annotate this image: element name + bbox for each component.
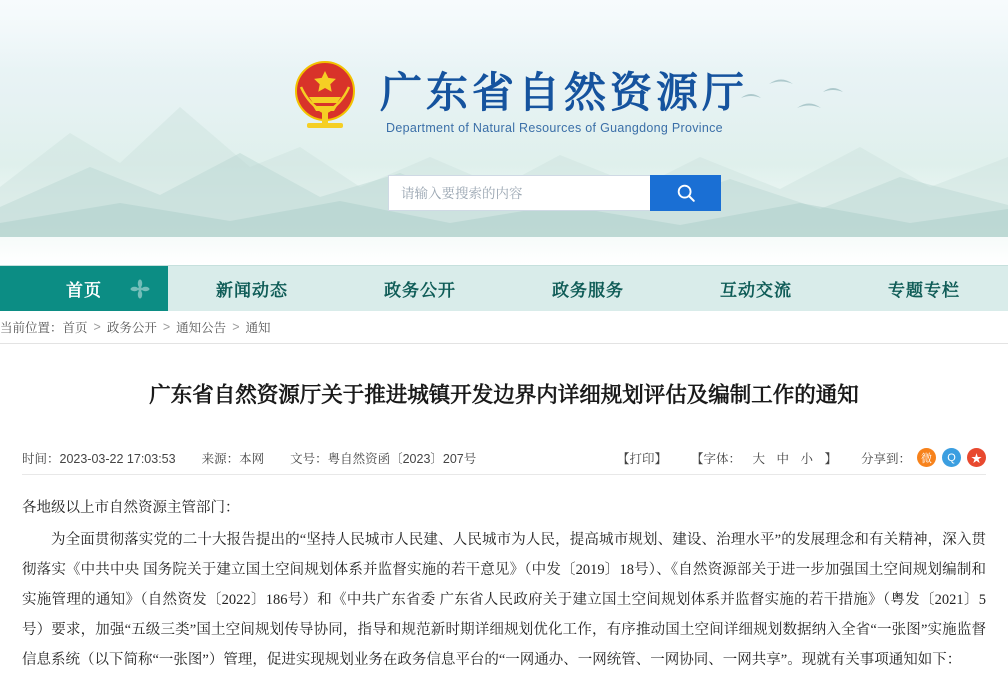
font-size-large[interactable]: 大 (752, 451, 765, 466)
print-button[interactable]: 【打印】 (616, 451, 667, 466)
search-icon (675, 182, 697, 204)
weibo-share-icon[interactable]: 微 (917, 448, 936, 467)
nav-item-label: 专题专栏 (888, 281, 960, 300)
article-body (22, 475, 986, 675)
nav-item-1[interactable] (168, 266, 336, 311)
nav-item-label: 新闻动态 (216, 281, 288, 300)
article-paragraph: 为全面贯彻落实党的二十大报告提出的“坚持人民城市人民建、人民城市为人民，提高城市规划、建设、治理水平”的发展理念和有关精神，深入贯彻落实《中共中央 国务院关于建立国土空间规划体系并监督实施的若干意见》（中发〔2019〕18号）、《自然资源部关于进一步加强国土空间规划编制和实施管理的通知》（自然资发〔2022〕186号）和《中共广东省委 广东省人民政府关于建立国土空间规划体系并监督实施的若干措施》（粤发〔2021〕5号）要求，加强“五级三类”国土空间规划传导协同，指导和规范新时期详细规划优化工作，有序推动国土空间详细规划数据纳入全省“一张图”实施监督信息系统（以下简称“一张图”）管理，促进实现规划业务在政务信息平台的“一网通办、一网统管、一网协同、一网共享”。现就有关事项通知如下： (22, 532, 986, 669)
publish-time: 时间：2023-03-22 17:03:53 (22, 451, 176, 466)
article-container (0, 343, 1008, 675)
nav-item-2[interactable] (336, 266, 504, 311)
article-meta (22, 441, 986, 475)
nav-item-5[interactable] (840, 266, 1008, 311)
nav-item-label: 首页 (66, 281, 102, 300)
breadcrumb-item-1[interactable]: 政务公开 (106, 321, 157, 335)
main-navigation (0, 265, 1008, 311)
breadcrumb-item-2[interactable]: 通知公告 (176, 321, 227, 335)
national-emblem-icon (289, 57, 361, 137)
share-label: 分享到： (860, 451, 911, 466)
font-size-label: 【字体： (690, 451, 741, 466)
wechat-share-icon[interactable]: ★ (967, 448, 986, 467)
font-size-control (687, 449, 841, 467)
breadcrumb-prefix: 当前位置： (0, 321, 63, 335)
document-number: 文号：粤自然资函〔2023〕207号 (290, 451, 477, 466)
font-size-medium[interactable]: 中 (776, 451, 789, 466)
breadcrumb-separator: > (93, 320, 101, 334)
page-title: 广东省自然资源厅关于推进城镇开发边界内详细规划评估及编制工作的通知 (149, 383, 859, 407)
breadcrumb-item-3[interactable]: 通知 (245, 321, 271, 335)
nav-item-4[interactable] (672, 266, 840, 311)
flower-decoration-icon (130, 279, 150, 299)
source: 来源：本网 (201, 451, 265, 466)
font-size-small[interactable]: 小 (800, 451, 813, 466)
font-size-label-end: 】 (824, 451, 837, 466)
qq-share-icon[interactable]: Q (942, 448, 961, 467)
search-button[interactable] (650, 175, 721, 211)
site-subtitle: Department of Natural Resources of Guangdong Province (386, 121, 723, 135)
breadcrumb-item-0[interactable]: 首页 (62, 321, 88, 335)
site-banner (0, 0, 1008, 265)
breadcrumb-separator: > (162, 320, 171, 334)
share-control (861, 448, 986, 467)
nav-item-label: 政务公开 (384, 281, 456, 300)
nav-item-label: 互动交流 (720, 281, 792, 300)
nav-item-3[interactable] (504, 266, 672, 311)
site-title: 广东省自然资源厅 (380, 71, 749, 117)
nav-item-label: 政务服务 (552, 281, 624, 300)
article-paragraph: 各地级以上市自然资源主管部门： (22, 500, 240, 517)
breadcrumb (0, 311, 1008, 343)
breadcrumb-separator: > (232, 320, 240, 334)
